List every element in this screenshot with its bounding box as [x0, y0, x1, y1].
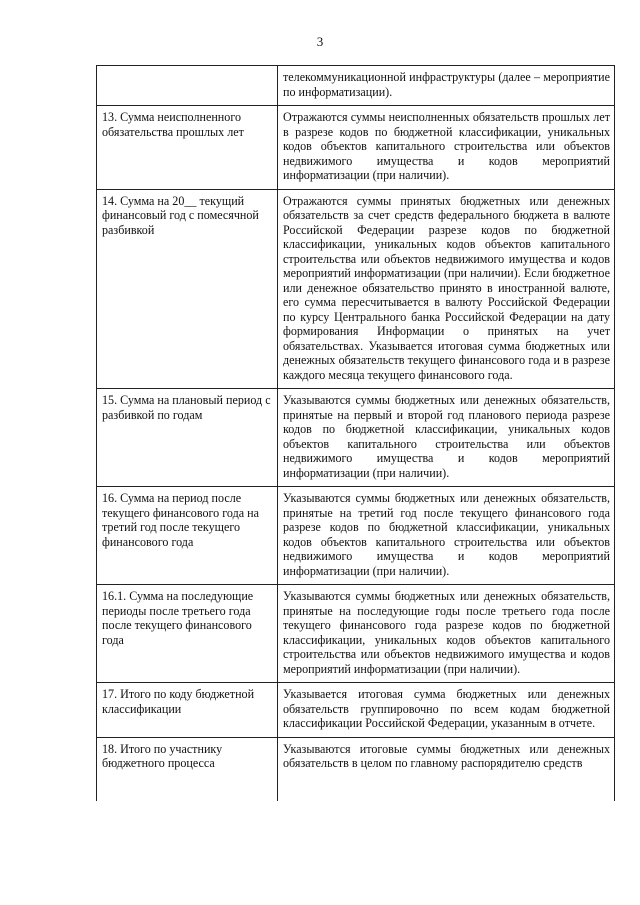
- page-number: 3: [316, 34, 324, 49]
- table-row: [97, 683, 615, 738]
- field-name-cell: 13. Сумма неисполненного обязательства прошлых лет: [97, 106, 278, 190]
- field-name-cell: 17. Итого по коду бюджетной классификации: [97, 683, 278, 738]
- field-description-cell: Отражаются суммы неисполненных обязательств прошлых лет в разрезе кодов по бюджетной классификации, уникальных кодов объектов капитального строительства или объектов недвижимого имущества и кодов мероприятий информатизации (при наличии).: [278, 106, 615, 190]
- field-description-cell: телекоммуникационной инфраструктуры (далее – мероприятие по информатизации).: [278, 66, 615, 106]
- field-description-cell: Указываются суммы бюджетных или денежных обязательств, принятые на последующие годы после третьего года после текущего финансового года разрезе кодов по бюджетной классификации, уникальных кодов объектов капитального строительства или объектов недвижимого имущества и кодов мероприятий информатизации (при наличии).: [278, 585, 615, 683]
- field-description-cell: Указываются суммы бюджетных или денежных обязательств, принятые на третий год после текущего финансового года разрезе кодов по бюджетной классификации, уникальных кодов объектов капитального строительства или объектов недвижимого имущества и кодов мероприятий информатизации (при наличии).: [278, 487, 615, 585]
- field-name-cell: 14. Сумма на 20__ текущий финансовый год с помесячной разбивкой: [97, 189, 278, 389]
- field-description-cell: Указываются суммы бюджетных или денежных обязательств, принятые на первый и второй год планового периода разрезе кодов по бюджетной классификации, уникальных кодов объектов капитального строительства или объектов недвижимого имущества и кодов мероприятий информатизации (при наличии).: [278, 389, 615, 487]
- field-name-cell: [97, 66, 278, 106]
- table-row: [97, 585, 615, 683]
- field-name-cell: 16.1. Сумма на последующие периоды после третьего года после текущего финансового года: [97, 585, 278, 683]
- table-row: [97, 189, 615, 389]
- field-name-cell: 16. Сумма на период после текущего финансового года на третий год после текущего финансового года: [97, 487, 278, 585]
- field-description-cell: Отражаются суммы принятых бюджетных или денежных обязательств за счет средств федерального бюджета в валюте Российской Федерации разрезе кодов по бюджетной классификации, уникальных кодов объектов капитального строительства или объектов недвижимого имущества и кодов мероприятий информатизации (при наличии). Если бюджетное или денежное обязательство принято в иностранной валюте, его сумма пересчитывается в валюту Российской Федерации по курсу Центрального банка Российской Федерации на дату формирования Информации о принятых на учет обязательствах. Указывается итоговая сумма бюджетных или денежных обязательств текущего финансового года и в разрезе каждого месяца текущего финансового года.: [278, 189, 615, 389]
- field-name-cell: 15. Сумма на плановый период с разбивкой по годам: [97, 389, 278, 487]
- table-row: [97, 487, 615, 585]
- table-row: [97, 66, 615, 106]
- table-row: [97, 389, 615, 487]
- field-description-cell: Указывается итоговая сумма бюджетных или денежных обязательств группировочно по всем кодам бюджетной классификации Российской Федерации, указанным в отчете.: [278, 683, 615, 738]
- table-row: [97, 737, 615, 801]
- table-row: [97, 106, 615, 190]
- field-name-cell: 18. Итого по участнику бюджетного процесса: [97, 737, 278, 801]
- document-table: [96, 65, 615, 801]
- field-description-cell: Указываются итоговые суммы бюджетных или денежных обязательств в целом по главному распорядителю средств: [278, 737, 615, 801]
